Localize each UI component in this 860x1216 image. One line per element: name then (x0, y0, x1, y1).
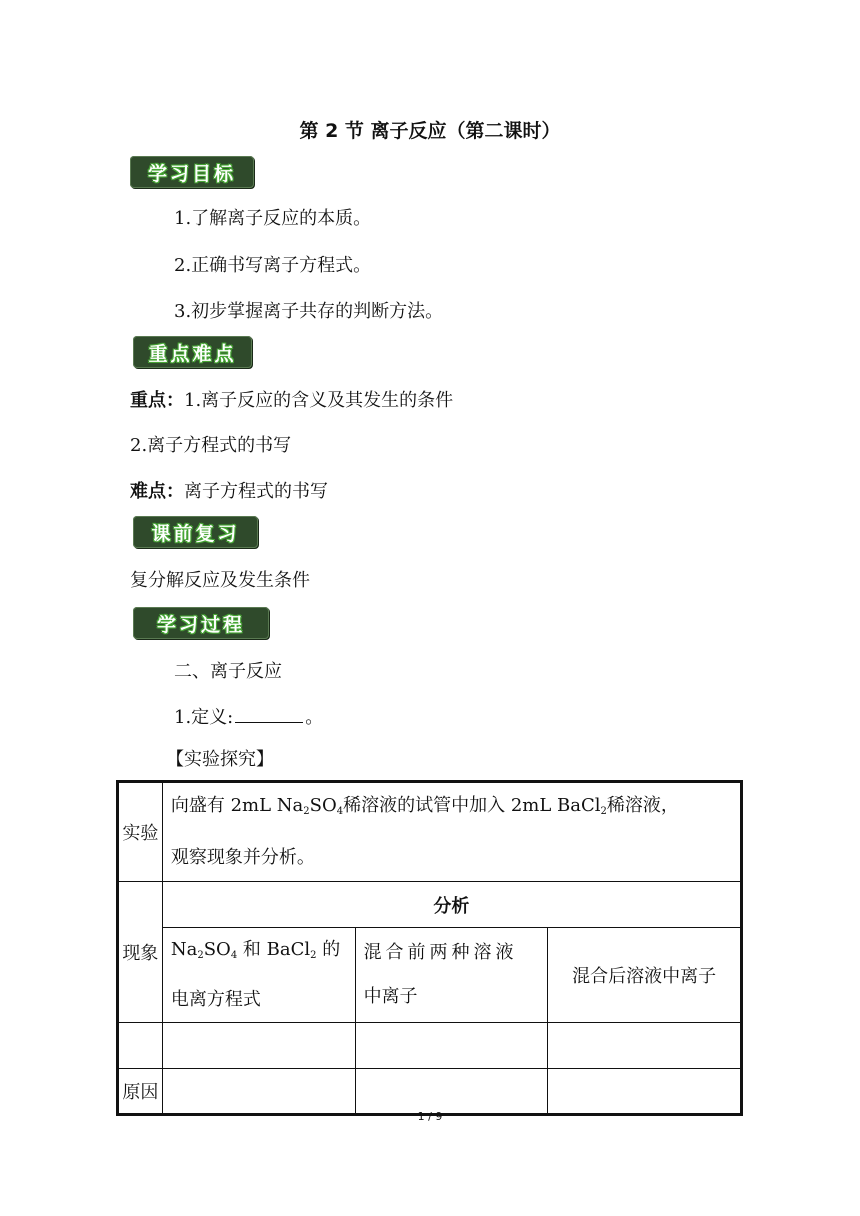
key-point-text: 1.离子反应的含义及其发生的条件 (184, 390, 454, 411)
page-number: 1 / 9 (417, 1110, 443, 1123)
key-point-line (130, 386, 453, 412)
analysis-header: 分析 (162, 882, 741, 928)
badge-key-points (133, 336, 252, 368)
badge-label: 重点难点 (148, 342, 237, 365)
definition-suffix: 。 (305, 707, 324, 728)
table-row-empty (118, 1023, 742, 1069)
row-label-experiment: 实验 (118, 782, 163, 882)
definition-line (174, 703, 323, 729)
badge-learning-goals (130, 156, 254, 188)
goal-item-3: 3.初步掌握离子共存的判断方法。 (174, 301, 444, 322)
goal-item-2: 2.正确书写离子方程式。 (174, 255, 372, 276)
definition-blank[interactable] (235, 708, 303, 723)
goal-item-1: 1.了解离子反应的本质。 (174, 208, 372, 229)
answer-cell[interactable] (162, 1023, 355, 1069)
definition-prefix: 1.定义: (174, 707, 234, 728)
table-row-analysis-header (118, 882, 742, 928)
column-header-ionization: $Na_2SO_4$ 和 BaCl$_2$ 的 电离方程式 (162, 928, 355, 1023)
answer-cell[interactable] (548, 1023, 742, 1069)
badge-label: 学习过程 (156, 613, 245, 636)
badge-review (133, 516, 258, 548)
answer-cell[interactable] (355, 1023, 548, 1069)
badge-label: 学习目标 (147, 162, 236, 185)
badge-label: 课前复习 (151, 522, 240, 545)
difficulty-label: 难点： (130, 481, 184, 502)
column-header-ions-after: 混合后溶液中离子 (548, 928, 742, 1023)
answer-cell[interactable] (355, 1069, 548, 1115)
review-text: 复分解反应及发生条件 (130, 570, 310, 591)
table-row-reason (118, 1069, 742, 1115)
row-label-reason: 原因 (118, 1069, 163, 1115)
table-row-experiment (118, 782, 742, 882)
answer-cell[interactable] (548, 1069, 742, 1115)
experiment-description: 向盛有 2mL $Na_2SO_4$稀溶液的试管中加入 2mL BaCl$_2$稀溶液， 观察现象并分析。 (162, 782, 741, 882)
page-title: 第 2 节 离子反应（第二课时） (299, 120, 561, 142)
explore-heading: 【实验探究】 (166, 749, 274, 770)
difficulty-line (130, 477, 328, 503)
key-point-label: 重点： (130, 390, 184, 411)
difficulty-text: 离子方程式的书写 (184, 481, 328, 502)
answer-cell[interactable] (162, 1069, 355, 1115)
row-label-phenomenon: 现象 (118, 882, 163, 1023)
experiment-table (116, 780, 743, 1116)
key-point-line-2: 2.离子方程式的书写 (130, 435, 292, 456)
badge-learning-process (133, 607, 269, 639)
section-heading: 二、离子反应 (174, 661, 282, 682)
row-label-empty (118, 1023, 163, 1069)
column-header-ions-before: 混合前两种溶液 中离子 (355, 928, 548, 1023)
table-row-column-headers (118, 928, 742, 1023)
